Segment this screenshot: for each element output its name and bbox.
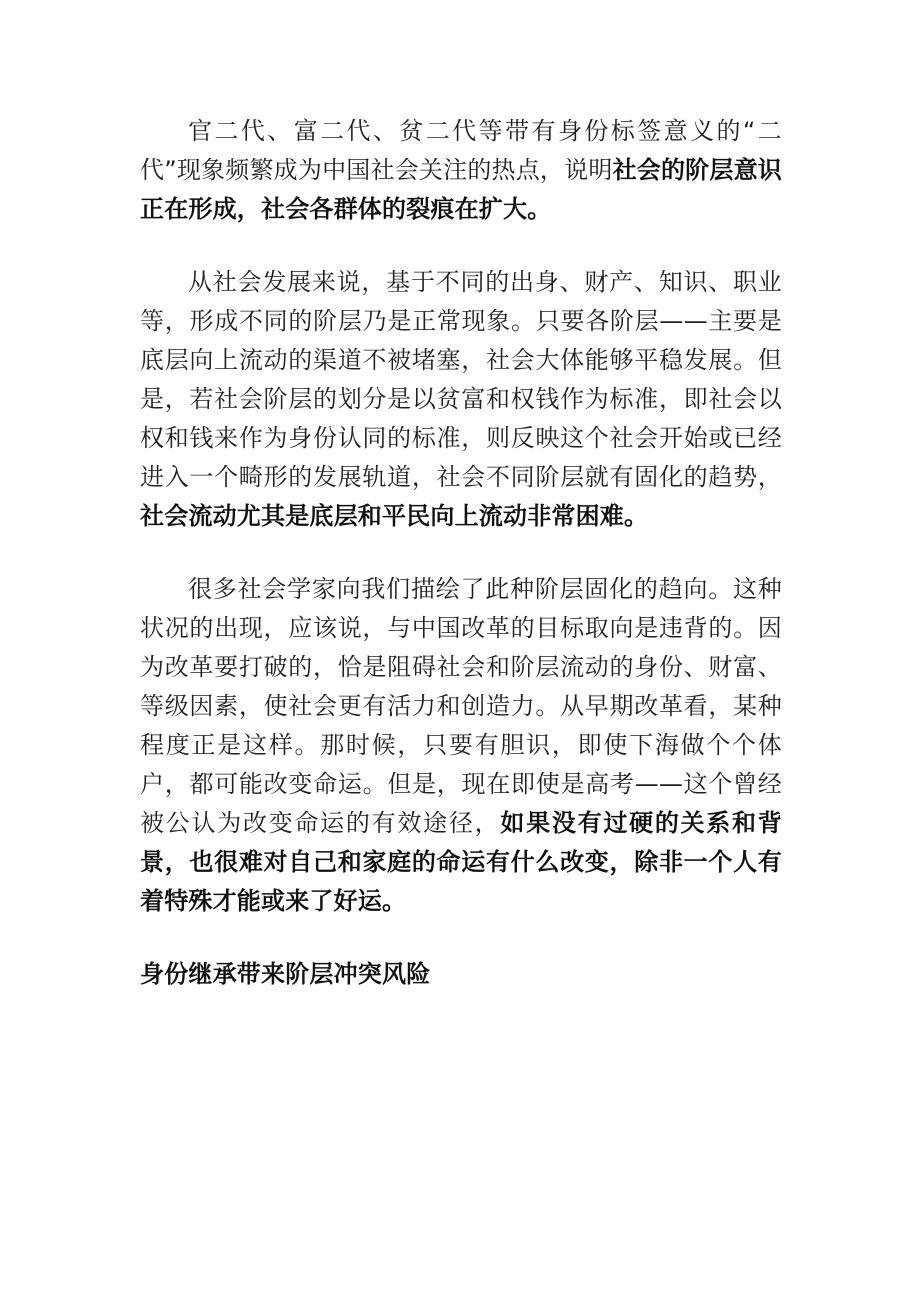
paragraph-2-text: 从社会发展来说，基于不同的出身、财产、知识、职业等，形成不同的阶层乃是正常现象。只要各阶层——主要是底层向上流动的渠道不被堵塞，社会大体能够平稳发展。但是，若社会阶层的划分是以贫富和权钱作为标准，即社会以权和钱来作为身份认同的标准，则反映这个社会开始或已经进入一个畸形的发展轨道，社会不同阶层就有固化的趋势， xyxy=(140,268,782,491)
paragraph-2 xyxy=(140,263,782,536)
document-body xyxy=(140,112,782,994)
paragraph-3-text: 很多社会学家向我们描绘了此种阶层固化的趋向。这种状况的出现，应该说，与中国改革的目标取向是违背的。因为改革要打破的，恰是阻碍社会和阶层流动的身份、财富、等级因素，使社会更有活力和创造力。从早期改革看，某种程度正是这样。那时候，只要有胆识，即使下海做个个体户，都可能改变命运。但是，现在即使是高考——这个曾经被公认为改变命运的有效途径， xyxy=(140,575,782,837)
paragraph-1-text: 官二代、富二代、贫二代等带有身份标签意义的“二代”现象频繁成为中国社会关注的热点，说明 xyxy=(140,117,782,184)
paragraph-1-bold: 社会的阶层意识正在形成，社会各群体的裂痕在扩大。 xyxy=(140,156,782,223)
paragraph-1 xyxy=(140,112,782,229)
section-heading: 身份继承带来阶层冲突风险 xyxy=(140,960,431,988)
paragraph-2-bold: 社会流动尤其是底层和平民向上流动非常困难。 xyxy=(140,502,649,530)
paragraph-3 xyxy=(140,570,782,921)
paragraph-3-bold: 如果没有过硬的关系和背景，也很难对自己和家庭的命运有什么改变，除非一个人有着特殊才能或来了好运。 xyxy=(140,809,782,915)
